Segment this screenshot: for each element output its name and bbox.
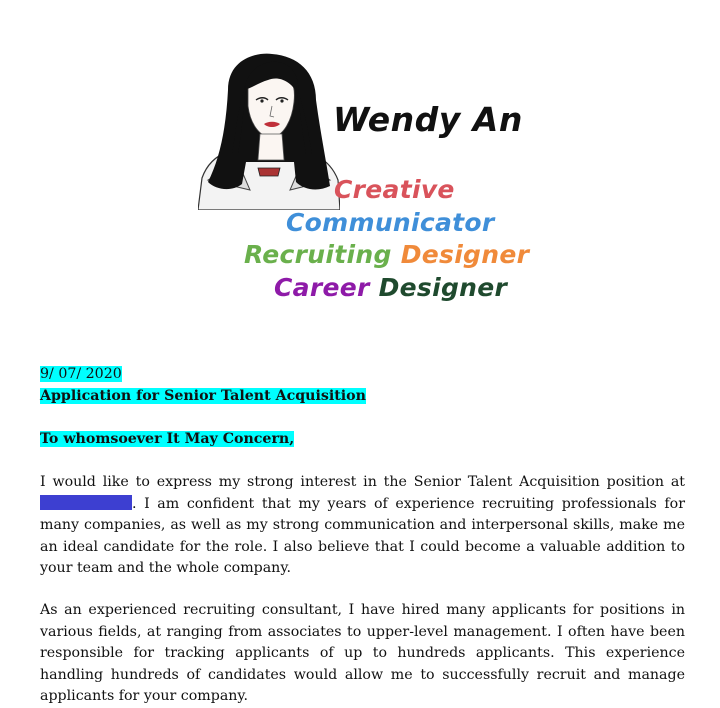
letter-greeting — [40, 429, 294, 449]
letter-subject-text: Application for Senior Talent Acquisition — [40, 388, 366, 404]
paragraph-1-rest: . I am confident that my years of experience recruiting professionals for many companies, as well as my strong communication and interpersonal skills, make me an ideal candidate for the role. I also believe that I could become a valuable addition to your team and the whole company. — [40, 495, 685, 577]
logo-title-part: Designer — [378, 273, 508, 302]
logo-title-part: Creative — [334, 175, 455, 204]
logo-title-part: Career — [274, 273, 379, 302]
letter-greeting-text: To whomsoever It May Concern, — [40, 431, 295, 447]
logo-title-part: Designer — [400, 240, 530, 269]
logo-title-recruiting-designer — [244, 240, 529, 269]
letter-subject — [40, 386, 366, 406]
logo-name: Wendy An — [333, 100, 523, 139]
logo-title-part: Communicator — [286, 208, 495, 237]
letter-paragraph-2: As an experienced recruiting consultant, I have hired many applicants for positions in various fields, at ranging from associates to upper-level management. I often have been responsible for tracking applicants of up to hundreds applicants. This experience handling hundreds of candidates would allow me to successfully recruit and manage applicants for your company. — [40, 602, 685, 705]
paragraph-1-start: I would like to express my strong interest in the Senior Talent Acquisition position at — [40, 474, 685, 490]
logo-title-career-designer — [274, 273, 507, 302]
letter-paragraph-1 — [40, 472, 685, 580]
logo-title-communicator — [286, 208, 495, 237]
redacted-company-name — [40, 495, 132, 510]
letter-date-text: 9/ 07/ 2020 — [40, 366, 122, 382]
portrait-illustration — [198, 50, 340, 210]
logo-title-creative — [334, 175, 455, 204]
letter-date — [40, 364, 122, 384]
logo-title-part: Recruiting — [244, 240, 401, 269]
